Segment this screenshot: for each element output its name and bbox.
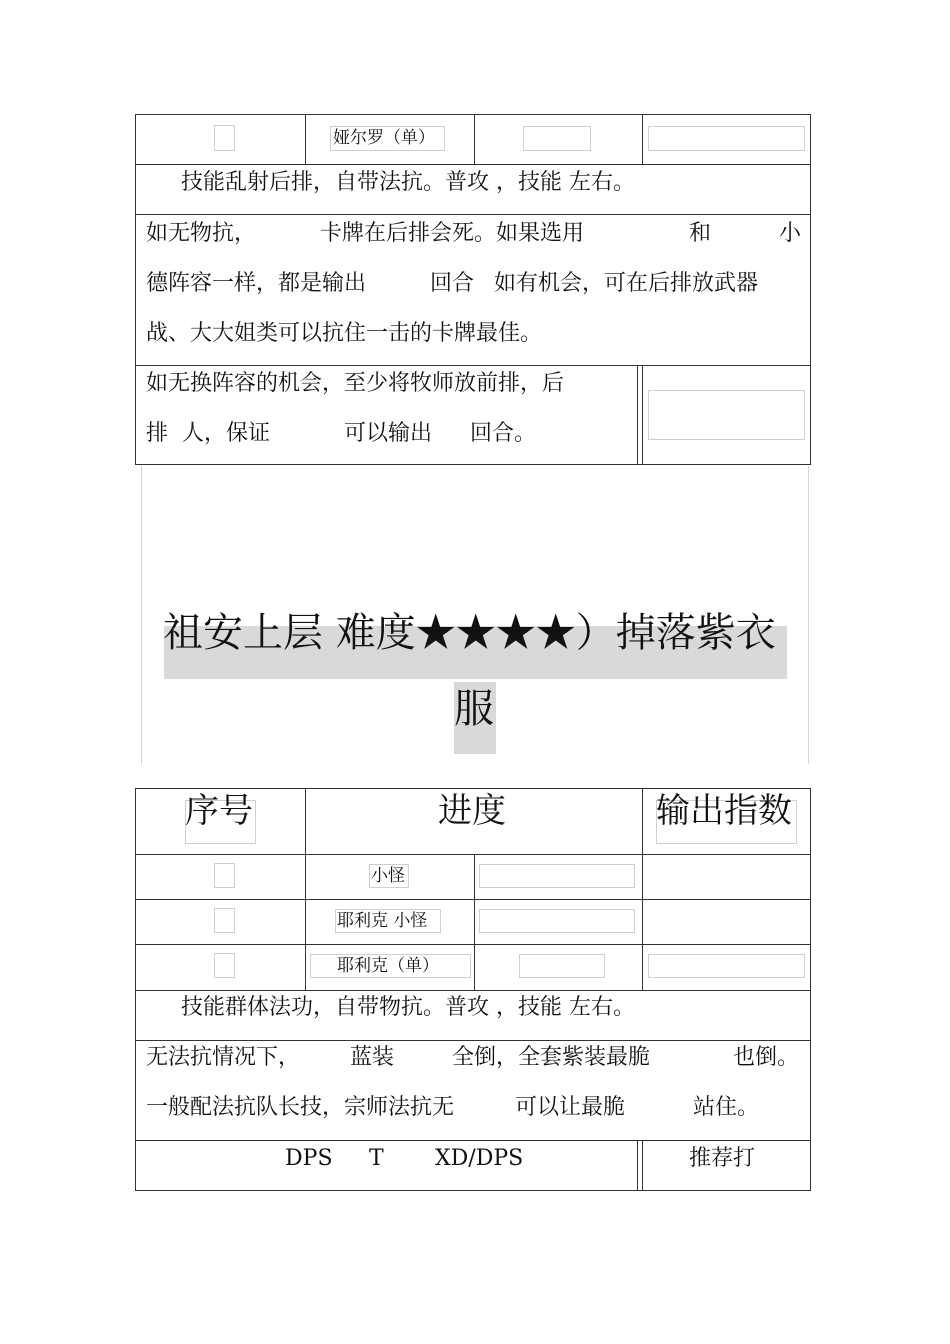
- tip-text: 无法抗情况下，: [146, 1045, 301, 1070]
- tip-text: 和: [689, 221, 712, 246]
- row-name: 小怪: [371, 866, 405, 886]
- col-divider: [305, 789, 306, 990]
- tip-text: 小: [779, 221, 802, 246]
- tip-text: 一般配法抗队长技，宗师法抗无: [146, 1095, 455, 1120]
- col-divider: [637, 365, 638, 465]
- frame-line: [808, 466, 809, 764]
- note-text: 回合。: [470, 421, 537, 446]
- tip-text: 如无物抗，: [146, 221, 257, 246]
- header-index: 序号: [185, 791, 253, 831]
- index-box: [214, 125, 235, 151]
- output-box: [648, 126, 805, 151]
- index-box: [214, 863, 235, 888]
- output-box: [648, 390, 805, 440]
- section-heading: 服: [454, 686, 494, 732]
- col-divider: [642, 789, 643, 990]
- tip-text: 卡牌在后排会死。如果选用: [320, 221, 585, 246]
- frame-line: [141, 466, 142, 764]
- col-divider: [637, 1140, 638, 1191]
- note-text: 排: [146, 421, 169, 446]
- section-heading: 祖安上层 难度★★★★）掉落紫衣: [163, 610, 776, 656]
- boss-name: 娅尔罗（单）: [333, 128, 435, 148]
- row-divider: [136, 1140, 810, 1141]
- row-divider: [136, 164, 810, 165]
- note-text: 人，保证: [182, 421, 271, 446]
- row-name: 耶利克（单）: [337, 956, 439, 976]
- col-divider: [642, 365, 643, 465]
- row-divider: [136, 944, 810, 945]
- row-divider: [136, 990, 810, 991]
- boss-description: 技能群体法功，自带物抗。普攻 ，技能 左右。: [181, 995, 635, 1020]
- note-text: 如无换阵容的机会，至少将牧师放前排，后: [146, 371, 565, 396]
- progress-box: [523, 126, 591, 151]
- progress-box: [519, 954, 605, 978]
- role-dps: DPS: [285, 1146, 333, 1171]
- role-xd-dps: XD/DPS: [435, 1146, 524, 1171]
- tip-text: 蓝装: [350, 1045, 395, 1070]
- tip-text: 回合: [430, 271, 475, 296]
- progress-box: [479, 909, 635, 933]
- tip-text: 可以让最脆: [515, 1095, 626, 1120]
- row-divider: [136, 899, 810, 900]
- note-text: 可以输出: [344, 421, 433, 446]
- progress-box: [479, 864, 635, 888]
- col-divider: [305, 115, 306, 164]
- col-divider: [642, 1140, 643, 1191]
- col-divider: [642, 115, 643, 164]
- output-box: [648, 954, 805, 978]
- row-divider: [136, 1040, 810, 1041]
- boss-description: 技能乱射后排，自带法抗。普攻 ，技能 左右。: [181, 170, 635, 195]
- boss-table-2: [135, 788, 811, 1191]
- tip-text: 也倒。: [733, 1045, 800, 1070]
- recommend-label: 推荐打: [689, 1146, 756, 1171]
- col-divider: [474, 115, 475, 164]
- header-output: 输出指数: [656, 791, 792, 831]
- tip-text: 德阵容一样，都是输出: [146, 271, 367, 296]
- index-box: [214, 953, 235, 978]
- row-divider: [136, 214, 810, 215]
- col-divider: [474, 854, 475, 990]
- tip-text: 全倒，全套紫装最脆: [452, 1045, 651, 1070]
- tip-text: 如有机会，可在后排放武器: [494, 271, 759, 296]
- index-box: [214, 908, 235, 933]
- row-divider: [136, 365, 810, 366]
- header-progress: 进度: [438, 791, 506, 831]
- row-name: 耶利克 小怪: [337, 911, 428, 931]
- tip-text: 站住。: [693, 1095, 760, 1120]
- role-t: T: [369, 1146, 384, 1171]
- row-divider: [136, 854, 810, 855]
- tip-text: 战、大大姐类可以抗住一击的卡牌最佳。: [146, 321, 543, 346]
